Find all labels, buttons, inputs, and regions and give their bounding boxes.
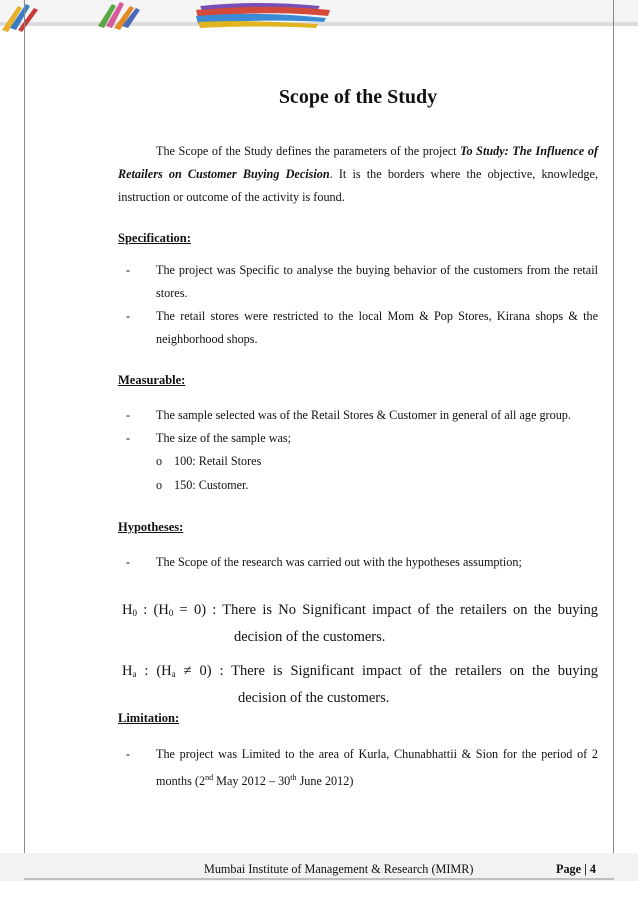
hypothesis-subscript: 0 <box>132 608 137 618</box>
list-item-text <box>156 743 598 793</box>
hypothesis-subscript: a <box>171 669 176 679</box>
circle-bullet: o <box>156 478 163 492</box>
sub-list-item <box>156 474 248 497</box>
ordinal-suffix: th <box>290 773 297 782</box>
dash-bullet: - <box>126 309 131 323</box>
limitation-text: May 2012 – 30 <box>213 774 291 788</box>
limitation-text: June 2012) <box>296 774 354 788</box>
null-hypothesis-line1 <box>122 598 598 625</box>
list-item-text: The sample selected was of the Retail Stores & Customer in general of all age group. <box>156 408 571 422</box>
limitation-line1: The project was Limited to the area of Kurla, Chunabhattii & Sion for the period of 2 <box>156 747 598 761</box>
circle-bullet: o <box>156 454 163 468</box>
dash-bullet: - <box>126 263 131 277</box>
dash-bullet: - <box>126 408 131 422</box>
footer-institute: Mumbai Institute of Management & Research (MIMR) <box>204 862 474 876</box>
limitation-heading: Limitation: <box>118 711 180 725</box>
hypothesis-condition: : (H <box>136 602 169 618</box>
intro-paragraph <box>118 140 598 209</box>
page-number: Page | 4 <box>556 862 596 876</box>
sub-list-item-text: 100: Retail Stores <box>174 454 262 468</box>
list-item-text: The Scope of the research was carried out with the hypotheses assumption; <box>156 555 522 569</box>
hypothesis-symbol: H <box>122 602 133 618</box>
list-item-text: The size of the sample was; <box>156 431 292 445</box>
project-title: To Study: The Influence of Retailers on Customer Buying Decision <box>118 144 598 181</box>
alternative-hypothesis-line1 <box>122 659 598 686</box>
ordinal-suffix: nd <box>205 773 214 782</box>
specification-heading: Specification: <box>118 231 191 245</box>
null-hypothesis-line2: decision of the customers. <box>234 629 386 645</box>
hypothesis-symbol: H <box>122 663 133 679</box>
list-item-text: The project was Specific to analyse the buying behavior of the customers from the retail stores. <box>156 263 598 300</box>
sub-list-item <box>156 450 261 473</box>
measurable-heading: Measurable: <box>118 373 186 387</box>
limitation-line2 <box>156 766 598 793</box>
intro-text-before: The Scope of the Study defines the parameters of the project <box>156 144 461 158</box>
alternative-hypothesis <box>122 659 598 710</box>
hypothesis-statement: = 0) : There is No Significant impact of the retailers on the buying <box>173 602 598 618</box>
intro-text-after: . It is the borders where the objective, knowledge, instruction or outcome of the activity is found. <box>118 167 598 204</box>
list-item-text: The retail stores were restricted to the local Mom & Pop Stores, Kirana shops & the neighborhood shops. <box>156 309 598 346</box>
hypotheses-heading: Hypotheses: <box>118 520 184 534</box>
dash-bullet: - <box>126 431 131 445</box>
null-hypothesis <box>122 598 598 649</box>
hypothesis-subscript: 0 <box>168 608 174 618</box>
dash-bullet: - <box>126 747 131 761</box>
hypothesis-condition: : (H <box>136 663 172 679</box>
alternative-hypothesis-line2: decision of the customers. <box>238 690 390 706</box>
page-title: Scope of the Study <box>278 86 438 108</box>
dash-bullet: - <box>126 555 131 569</box>
limitation-text: months (2 <box>156 774 206 788</box>
hypothesis-subscript: a <box>132 669 137 679</box>
hypothesis-statement: ≠ 0) : There is Significant impact of the retailers on the buying <box>175 663 598 679</box>
sub-list-item-text: 150: Customer. <box>174 478 249 492</box>
